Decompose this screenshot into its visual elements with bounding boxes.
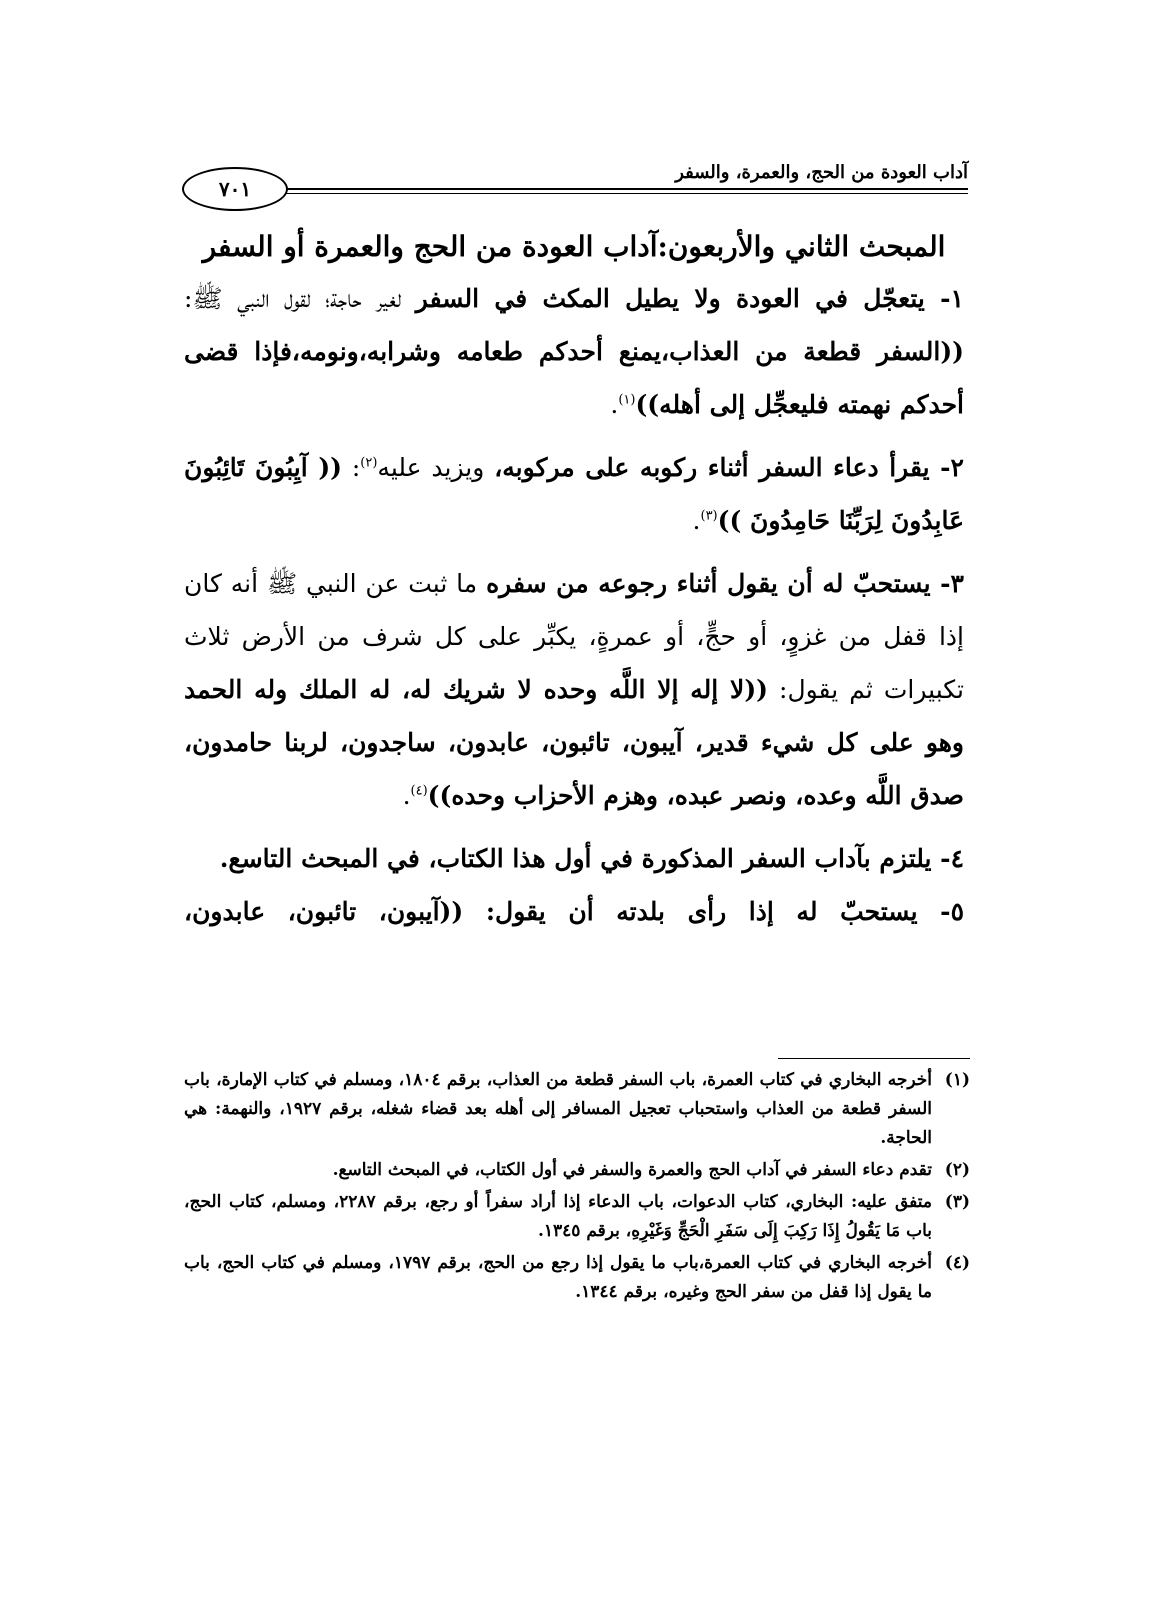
list-item-2 (184, 441, 964, 547)
item-text: ويزيد عليه (377, 453, 495, 482)
page-header (178, 150, 968, 210)
footnote-1 (184, 1066, 970, 1153)
dua-quote: (( آيِبُونَ تَائِبُونَ عَابِدُونَ لِرَبِّنَا حَامِدُونَ )) (184, 453, 964, 535)
main-content (184, 222, 964, 938)
footnote-number: (١) (944, 1070, 970, 1090)
hadith-quote: ((آيبون، تائبون، عابدون، (184, 897, 486, 926)
item-heading: يستحبّ له إذا رأى بلدته أن يقول: (485, 897, 918, 926)
item-number: ٤- (931, 844, 964, 873)
list-item-5 (184, 885, 964, 938)
footnote-4 (184, 1249, 970, 1307)
sentence-end: . (692, 506, 701, 535)
item-text: ما ثبت عن النبي ﷺ أنه كان إذا قفل من غزوٍ، أو حجٍّ، أو عمرةٍ، يكبِّر على كل شرف من الأرض ثلاث تكبيرات ثم يقول: (184, 569, 965, 704)
footnote-ref: (١) (618, 392, 636, 408)
footnote-3 (184, 1188, 970, 1246)
footnote-text: متفق عليه: البخاري، كتاب الدعوات، باب الدعاء إذا أراد سفراً أو رجع، برقم ٢٢٨٧، ومسلم، كتاب الحج، باب مَا يَقُولُ إِذَا رَكِبَ إِلَى سَفَرِ الْحَجِّ وَغَيْرِهِ، برقم ١٣٤٥. (184, 1192, 932, 1241)
list-item-1 (184, 272, 964, 431)
list-item-4 (184, 832, 964, 885)
section-title: المبحث الثاني والأربعون:آداب العودة من الحج والعمرة أو السفر (202, 230, 946, 263)
sentence-end: . (610, 390, 619, 419)
item-heading: يتعجّل في العودة ولا يطيل المكث في السفر (415, 284, 925, 313)
item-text-colon: : (341, 453, 361, 482)
page-number: ٧٠١ (218, 177, 252, 201)
item-heading: يلتزم بآداب السفر المذكورة في أول هذا الكتاب، في المبحث التاسع. (219, 844, 932, 873)
footnote-number: (٣) (944, 1192, 970, 1212)
item-heading: يقرأ دعاء السفر أثناء ركوبه على مركوبه، (494, 453, 930, 482)
footnote-text: أخرجه البخاري في كتاب العمرة، باب السفر قطعة من العذاب، برقم ١٨٠٤، ومسلم في كتاب الإمارة، باب السفر قطعة من العذاب واستحباب تعجيل المسافر إلى أهله بعد قضاء شغله، برقم ١٩٢٧، والنهمة: هي الحاجة. (184, 1070, 932, 1148)
footnote-text: أخرجه البخاري في كتاب العمرة،باب ما يقول إذا رجع من الحج، برقم ١٧٩٧، ومسلم في كتاب الحج، باب ما يقول إذا قفل من سفر الحج وغيره، برقم ١٣٤٤. (184, 1253, 932, 1302)
item-number: ٣- (930, 569, 964, 598)
item-number: ٢- (929, 453, 964, 482)
footnote-separator (778, 1058, 970, 1059)
item-heading: يستحبّ له أن يقول أثناء رجوعه من سفره (486, 569, 931, 598)
footnote-text: تقدم دعاء السفر في آداب الحج والعمرة والسفر في أول الكتاب، في المبحث التاسع. (332, 1160, 932, 1180)
list-item-3 (184, 557, 964, 822)
header-rule (268, 188, 968, 190)
footnote-ref: (٣) (700, 508, 718, 524)
footnote-number: (٢) (944, 1160, 970, 1180)
footnote-ref: (٤) (410, 783, 428, 799)
sentence-end: . (402, 781, 411, 810)
item-text: لغير حاجة؛ لقول النبي ﷺ: (184, 284, 416, 313)
footnotes (184, 1066, 970, 1310)
item-number: ١- (924, 284, 964, 313)
footnote-2 (184, 1156, 970, 1185)
page-number-badge (182, 167, 288, 211)
hadith-quote: ((السفر قطعة من العذاب،يمنع أحدكم طعامه وشرابه،ونومه،فإذا قضى أحدكم نهمته فليعجِّل إلى أهله)) (184, 337, 964, 419)
item-number: ٥- (917, 897, 964, 926)
footnote-number: (٤) (944, 1253, 970, 1273)
running-title: آداب العودة من الحج، والعمرة، والسفر (675, 162, 968, 183)
footnote-ref: (٢) (360, 455, 378, 471)
header-rule-thin (273, 193, 968, 194)
hadith-quote: ((لا إله إلا اللَّه وحده لا شريك له، له الملك وله الحمد وهو على كل شيء قدير، آيبون، تائبون، عابدون، ساجدون، لربنا حامدون، صدق اللَّه وعده، ونصر عبده، وهزم الأحزاب وحده)) (184, 675, 964, 810)
